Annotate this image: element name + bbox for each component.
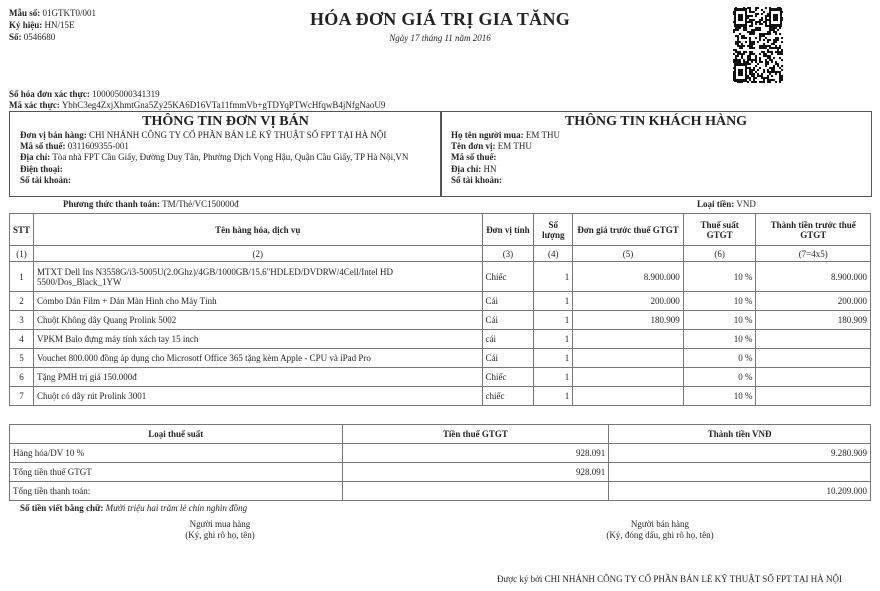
code-6: (6) (683, 246, 756, 262)
item-amount (756, 349, 871, 368)
item-price: 180.909 (573, 311, 684, 330)
table-row (10, 330, 871, 349)
seller-row (10, 152, 441, 163)
buyer-signature (120, 519, 320, 541)
code-3: (3) (482, 246, 534, 262)
table-row (10, 349, 871, 368)
verify-number-value: 100005000341319 (92, 89, 160, 99)
item-name: Chuột Không dây Quang Prolink 5002 (34, 311, 483, 330)
item-tax: 10 % (683, 311, 756, 330)
invoice-symbol-value: HN/15E (44, 20, 75, 30)
item-unit: chiếc (482, 387, 534, 406)
item-tax: 0 % (683, 368, 756, 387)
table-row (10, 387, 871, 406)
amount-in-words (20, 503, 247, 513)
code-1: (1) (10, 246, 34, 262)
item-amount (756, 387, 871, 406)
seller-title: THÔNG TIN ĐƠN VỊ BÁN (142, 114, 309, 129)
buyer-row-label: Số tài khoản: (451, 174, 503, 185)
buyer-row-label: Tên đơn vị: (451, 141, 496, 152)
buyer-row (441, 152, 871, 163)
item-unit: Chiếc (482, 368, 534, 387)
totals-row (10, 482, 871, 501)
seller-signature (560, 519, 760, 541)
item-name: VPKM Balo đựng máy tính xách tay 15 inch (34, 330, 483, 349)
item-qty: 1 (534, 349, 573, 368)
seller-signature-note: (Ký, đóng dấu, ghi rõ họ, tên) (606, 530, 714, 540)
invoice-symbol-label: Ký hiệu: (9, 20, 43, 30)
seller-row-label: Địa chỉ: (20, 152, 51, 163)
totals-label: Tổng tiền thanh toán: (10, 482, 343, 501)
item-qty: 1 (534, 387, 573, 406)
totals-tax: 928.091 (342, 463, 609, 482)
items-table (9, 213, 871, 406)
amount-in-words-label: Số tiền viết bằng chữ: (20, 503, 104, 513)
item-stt: 5 (10, 349, 34, 368)
item-stt: 4 (10, 330, 34, 349)
item-unit: Chiếc (482, 262, 534, 292)
header-name: Tên hàng hóa, dịch vụ (34, 214, 483, 246)
table-row (10, 311, 871, 330)
item-unit: Cái (482, 349, 534, 368)
seller-row-label: Mã số thuế: (20, 141, 66, 152)
totals-header-type: Loại thuế suất (10, 425, 343, 444)
payment-method-label: Phương thức thanh toán: (63, 199, 161, 209)
item-amount: 200.000 (756, 292, 871, 311)
currency-label: Loại tiền: (697, 199, 735, 209)
buyer-signature-note: (Ký, ghi rõ họ, tên) (185, 530, 255, 540)
header-qty: Số lượng (534, 214, 573, 246)
verify-number-label: Số hóa đơn xác thực: (9, 89, 90, 99)
seller-row-label: Số tài khoản: (20, 174, 72, 185)
totals-row (10, 444, 871, 463)
header-tax: Thuế suất GTGT (683, 214, 756, 246)
item-name: Tặng PMH trị giá 150.000đ (34, 368, 483, 387)
invoice-number-label: Số: (9, 32, 22, 42)
item-qty: 1 (534, 330, 573, 349)
header-unit: Đơn vị tính (482, 214, 534, 246)
seller-box (9, 111, 442, 197)
seller-row-label: Đơn vị bán hàng: (20, 130, 87, 140)
buyer-row-value: EM THU (525, 130, 560, 140)
code-2: (2) (34, 246, 483, 262)
table-row (10, 292, 871, 311)
item-price (573, 368, 684, 387)
code-7: (7=4x5) (756, 246, 871, 262)
item-tax: 10 % (683, 262, 756, 292)
totals-tax: 928.091 (342, 444, 609, 463)
item-qty: 1 (534, 292, 573, 311)
item-name: MTXT Dell Ins N3558G/i3-5005U(2.0Ghz)/4GB/1000GB/15.6"HDLED/DVDRW/4Cell/Intel HD 5500/Dos_Black_1YW (34, 262, 483, 292)
item-stt: 1 (10, 262, 34, 292)
buyer-signature-title: Người mua hàng (189, 519, 251, 529)
seller-signature-title: Người bán hàng (630, 519, 690, 529)
totals-amount: 10.209.000 (609, 482, 871, 501)
item-tax: 0 % (683, 349, 756, 368)
verify-code-value: YbhC3eg4ZxjXhmtGna5Zy25KA6D16VTa11fmmVb+gTDYqPTWcHfqwB4jNfgNaoU9 (61, 100, 386, 110)
item-price (573, 330, 684, 349)
seller-row (10, 141, 441, 152)
amount-in-words-value: Mười triệu hai trăm lẻ chín nghìn đồng (105, 503, 248, 513)
item-amount: 8.900.000 (756, 262, 871, 292)
buyer-row-value: HN (483, 163, 497, 174)
buyer-row-value: EM THU (497, 141, 532, 152)
seller-row-value: CHI NHÁNH CÔNG TY CỔ PHẦN BÁN LẺ KỸ THUẬT SỐ FPT TẠI HÀ NỘI (89, 130, 387, 140)
qr-code-icon (733, 7, 783, 83)
seller-row (10, 175, 441, 186)
item-qty: 1 (534, 368, 573, 387)
item-price: 8.900.000 (573, 262, 684, 292)
item-price: 200.000 (573, 292, 684, 311)
totals-amount: 9.280.909 (609, 444, 871, 463)
item-unit: cái (482, 330, 534, 349)
totals-header-amount: Thành tiền VNĐ (609, 425, 871, 444)
item-unit: Cái (482, 292, 534, 311)
header-stt: STT (10, 214, 34, 246)
buyer-title: THÔNG TIN KHÁCH HÀNG (564, 114, 748, 129)
item-tax: 10 % (683, 292, 756, 311)
invoice-number-value: 0546680 (23, 32, 56, 42)
totals-tax (342, 482, 609, 501)
buyer-row (441, 175, 871, 186)
buyer-info (441, 130, 871, 186)
form-number-label: Mẫu số: (9, 8, 41, 18)
buyer-row (441, 164, 871, 175)
item-tax: 10 % (683, 330, 756, 349)
buyer-row-label: Mã số thuế: (451, 152, 497, 163)
totals-label: Hàng hóa/DV 10 % (10, 444, 343, 463)
buyer-row (441, 130, 871, 141)
totals-row (10, 463, 871, 482)
table-row (10, 368, 871, 387)
code-5: (5) (573, 246, 684, 262)
seller-info (10, 130, 441, 186)
seller-row (10, 130, 441, 141)
currency (697, 199, 756, 209)
invoice-title: HÓA ĐƠN GIÁ TRỊ GIA TĂNG (309, 9, 571, 29)
totals-label: Tổng tiền thuế GTGT (10, 463, 343, 482)
form-number-value: 01GTKT0/001 (42, 8, 96, 18)
totals-table (9, 424, 871, 501)
buyer-row-label: Địa chỉ: (451, 163, 482, 174)
item-amount: 180.909 (756, 311, 871, 330)
item-amount (756, 368, 871, 387)
header-amount: Thành tiền trước thuế GTGT (756, 214, 871, 246)
item-name: Combo Dán Film + Dán Màn Hình cho Máy Tính (34, 292, 483, 311)
currency-value: VND (736, 199, 756, 209)
verify-code-label: Mã xác thực: (9, 100, 60, 110)
payment-method-value: TM/Thẻ/VC150000đ (162, 199, 239, 209)
code-4: (4) (534, 246, 573, 262)
buyer-box (440, 111, 872, 197)
item-price (573, 387, 684, 406)
seller-row-value: 0311609355-001 (67, 141, 129, 152)
totals-amount (609, 463, 871, 482)
item-qty: 1 (534, 311, 573, 330)
invoice-date: Ngày 17 tháng 11 năm 2016 (389, 33, 491, 43)
item-name: Chuột có dây rút Prolink 3001 (34, 387, 483, 406)
item-amount (756, 330, 871, 349)
verify-number (9, 89, 160, 100)
header-price: Đơn giá trước thuế GTGT (573, 214, 684, 246)
buyer-row-label: Họ tên người mua: (451, 130, 524, 140)
item-stt: 7 (10, 387, 34, 406)
verify-code (9, 100, 385, 111)
item-price (573, 349, 684, 368)
payment-method (63, 199, 239, 209)
item-name: Vouchet 800.000 đồng áp dụng cho Microsotf Office 365 tặng kèm Apple - CPU và iPad Pro (34, 349, 483, 368)
item-stt: 3 (10, 311, 34, 330)
buyer-row (441, 141, 871, 152)
seller-row (10, 164, 441, 175)
table-row (10, 262, 871, 292)
item-stt: 2 (10, 292, 34, 311)
item-stt: 6 (10, 368, 34, 387)
item-unit: Cái (482, 311, 534, 330)
totals-header-tax: Tiền thuế GTGT (342, 425, 609, 444)
signed-by: Được ký bởi CHI NHÁNH CÔNG TY CỔ PHẦN BÁN LẺ KỸ THUẬT SỐ FPT TẠI HÀ NỘI (497, 574, 842, 584)
item-tax: 10 % (683, 387, 756, 406)
seller-row-value: Tòa nhà FPT Cầu Giấy, Đường Duy Tân, Phường Dịch Vọng Hậu, Quận Cầu Giấy, TP Hà Nội,VN (52, 152, 409, 163)
item-qty: 1 (534, 262, 573, 292)
seller-row-label: Điện thoại: (20, 163, 63, 174)
